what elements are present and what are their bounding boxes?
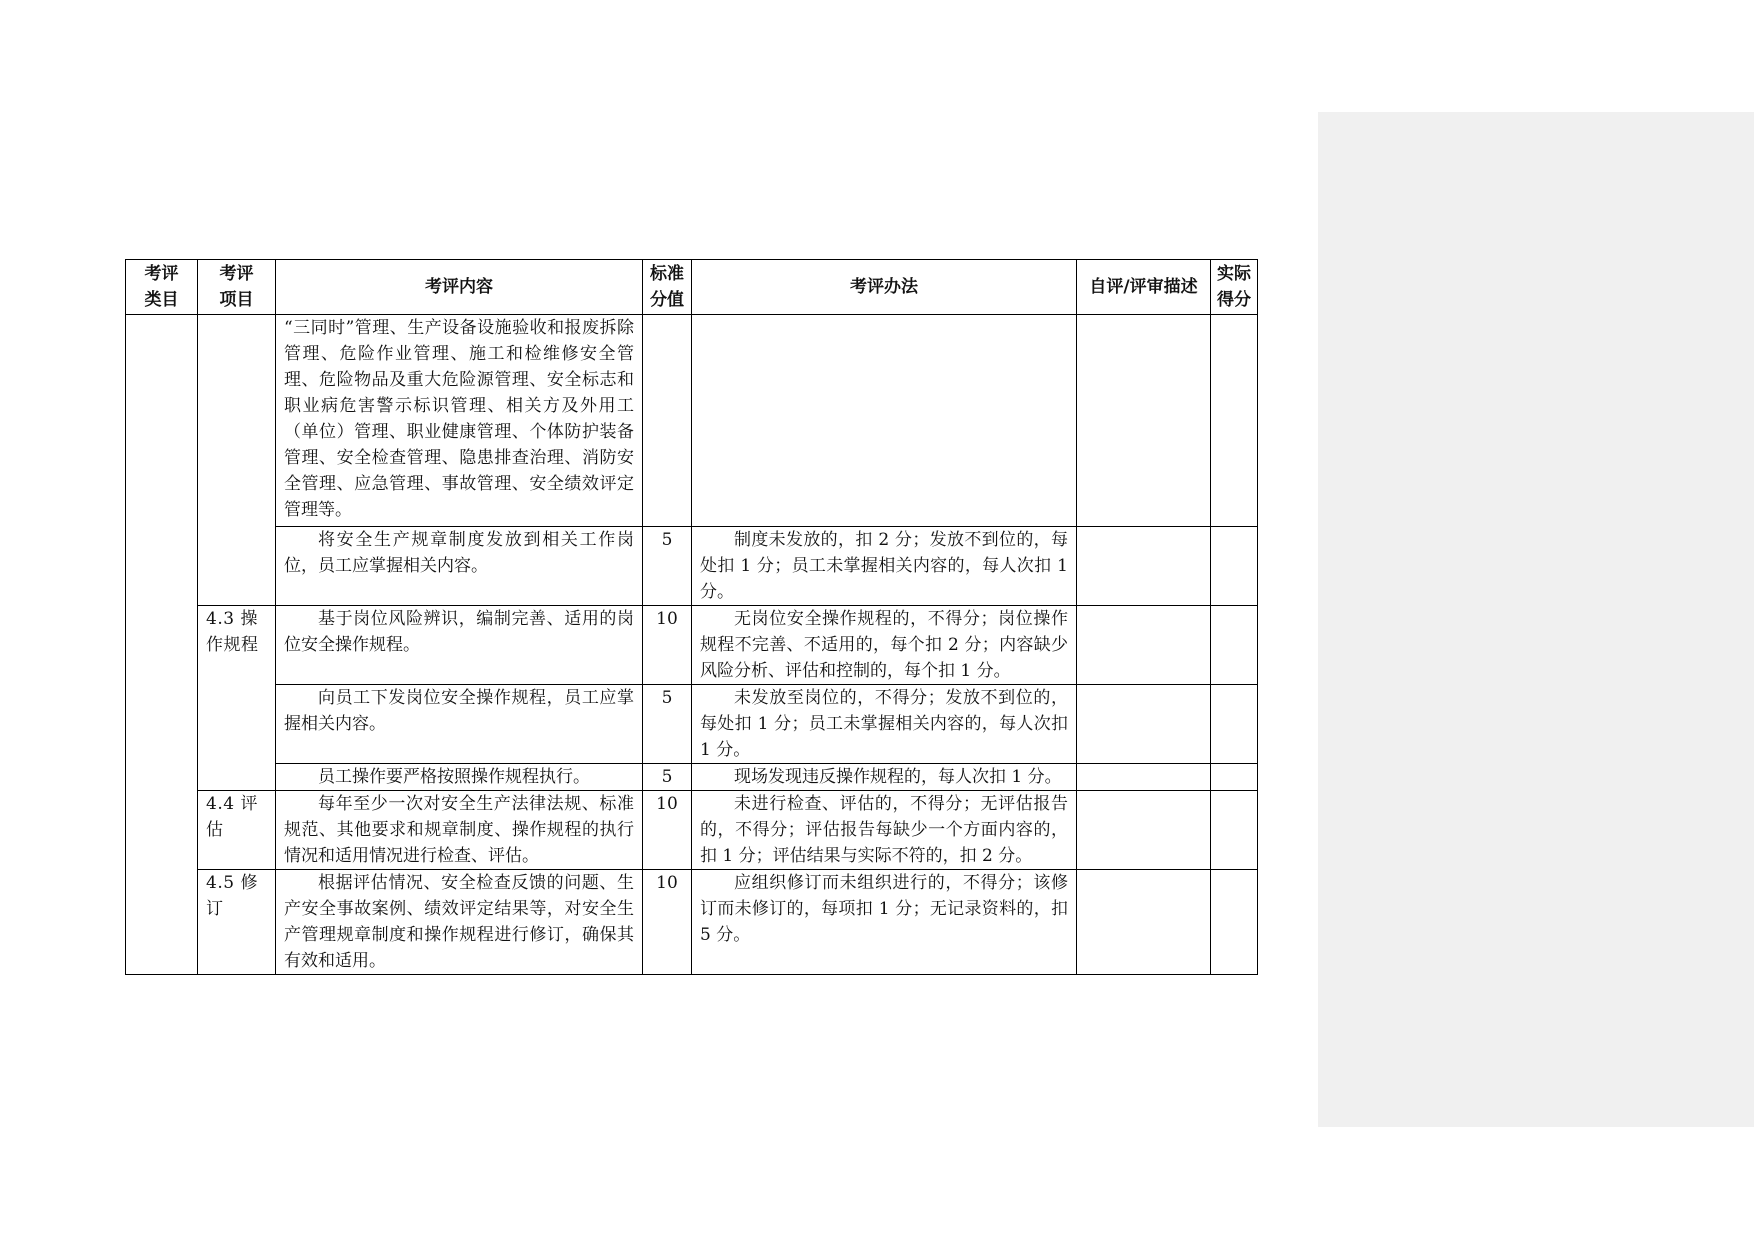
content-cell: 向员工下发岗位安全操作规程，员工应掌握相关内容。 [276,685,643,764]
score-cell: 5 [643,527,692,606]
score-cell: 5 [643,685,692,764]
actual-score-cell[interactable] [1211,606,1258,685]
header-actual-score: 实际 得分 [1211,260,1258,315]
table-row [126,685,1258,764]
category-cell [126,315,198,975]
method-cell: 未发放至岗位的，不得分；发放不到位的，每处扣 1 分；员工未掌握相关内容的，每人次扣 1 分。 [692,685,1077,764]
header-content: 考评内容 [276,260,643,315]
table-row [126,315,1258,527]
item-cell [198,315,276,606]
table-row [126,791,1258,870]
self-review-cell[interactable] [1077,606,1211,685]
method-cell: 现场发现违反操作规程的，每人次扣 1 分。 [692,764,1077,791]
score-cell: 5 [643,764,692,791]
method-cell: 制度未发放的，扣 2 分；发放不到位的，每处扣 1 分；员工未掌握相关内容的，每人次扣 1 分。 [692,527,1077,606]
method-cell: 未进行检查、评估的，不得分；无评估报告的，不得分；评估报告每缺少一个方面内容的，扣 1 分；评估结果与实际不符的，扣 2 分。 [692,791,1077,870]
header-row [126,260,1258,315]
method-cell: 无岗位安全操作规程的，不得分；岗位操作规程不完善、不适用的，每个扣 2 分；内容缺少风险分析、评估和控制的，每个扣 1 分。 [692,606,1077,685]
actual-score-cell[interactable] [1211,527,1258,606]
score-cell [643,315,692,527]
item-cell: 4.5 修订 [198,870,276,975]
evaluation-table [125,259,1258,975]
table-row [126,764,1258,791]
content-cell: 员工操作要严格按照操作规程执行。 [276,764,643,791]
table-row [126,870,1258,975]
header-category: 考评 类目 [126,260,198,315]
item-cell: 4.3 操作规程 [198,606,276,791]
actual-score-cell[interactable] [1211,791,1258,870]
content-cell: 每年至少一次对安全生产法律法规、标准规范、其他要求和规章制度、操作规程的执行情况和适用情况进行检查、评估。 [276,791,643,870]
item-cell: 4.4 评估 [198,791,276,870]
actual-score-cell[interactable] [1211,685,1258,764]
self-review-cell[interactable] [1077,685,1211,764]
self-review-cell[interactable] [1077,791,1211,870]
table-row [126,606,1258,685]
method-cell: 应组织修订而未组织进行的，不得分；该修订而未修订的，每项扣 1 分；无记录资料的，扣 5 分。 [692,870,1077,975]
header-score: 标准 分值 [643,260,692,315]
header-self-review: 自评/评审描述 [1077,260,1211,315]
actual-score-cell[interactable] [1211,315,1258,527]
self-review-cell[interactable] [1077,764,1211,791]
actual-score-cell[interactable] [1211,870,1258,975]
header-item: 考评 项目 [198,260,276,315]
actual-score-cell[interactable] [1211,764,1258,791]
table-row [126,527,1258,606]
self-review-cell[interactable] [1077,315,1211,527]
self-review-cell[interactable] [1077,870,1211,975]
content-cell: 将安全生产规章制度发放到相关工作岗位，员工应掌握相关内容。 [276,527,643,606]
content-cell: 基于岗位风险辨识，编制完善、适用的岗位安全操作规程。 [276,606,643,685]
header-method: 考评办法 [692,260,1077,315]
score-cell: 10 [643,791,692,870]
self-review-cell[interactable] [1077,527,1211,606]
content-cell: 根据评估情况、安全检查反馈的问题、生产安全事故案例、绩效评定结果等，对安全生产管理规章制度和操作规程进行修订，确保其有效和适用。 [276,870,643,975]
comment-pane [1318,112,1754,1127]
score-cell: 10 [643,606,692,685]
score-cell: 10 [643,870,692,975]
method-cell [692,315,1077,527]
content-cell: “三同时”管理、生产设备设施验收和报废拆除管理、危险作业管理、施工和检维修安全管理、危险物品及重大危险源管理、安全标志和职业病危害警示标识管理、相关方及外用工（单位）管理、职业健康管理、个体防护装备管理、安全检查管理、隐患排查治理、消防安全管理、应急管理、事故管理、安全绩效评定管理等。 [276,315,643,527]
